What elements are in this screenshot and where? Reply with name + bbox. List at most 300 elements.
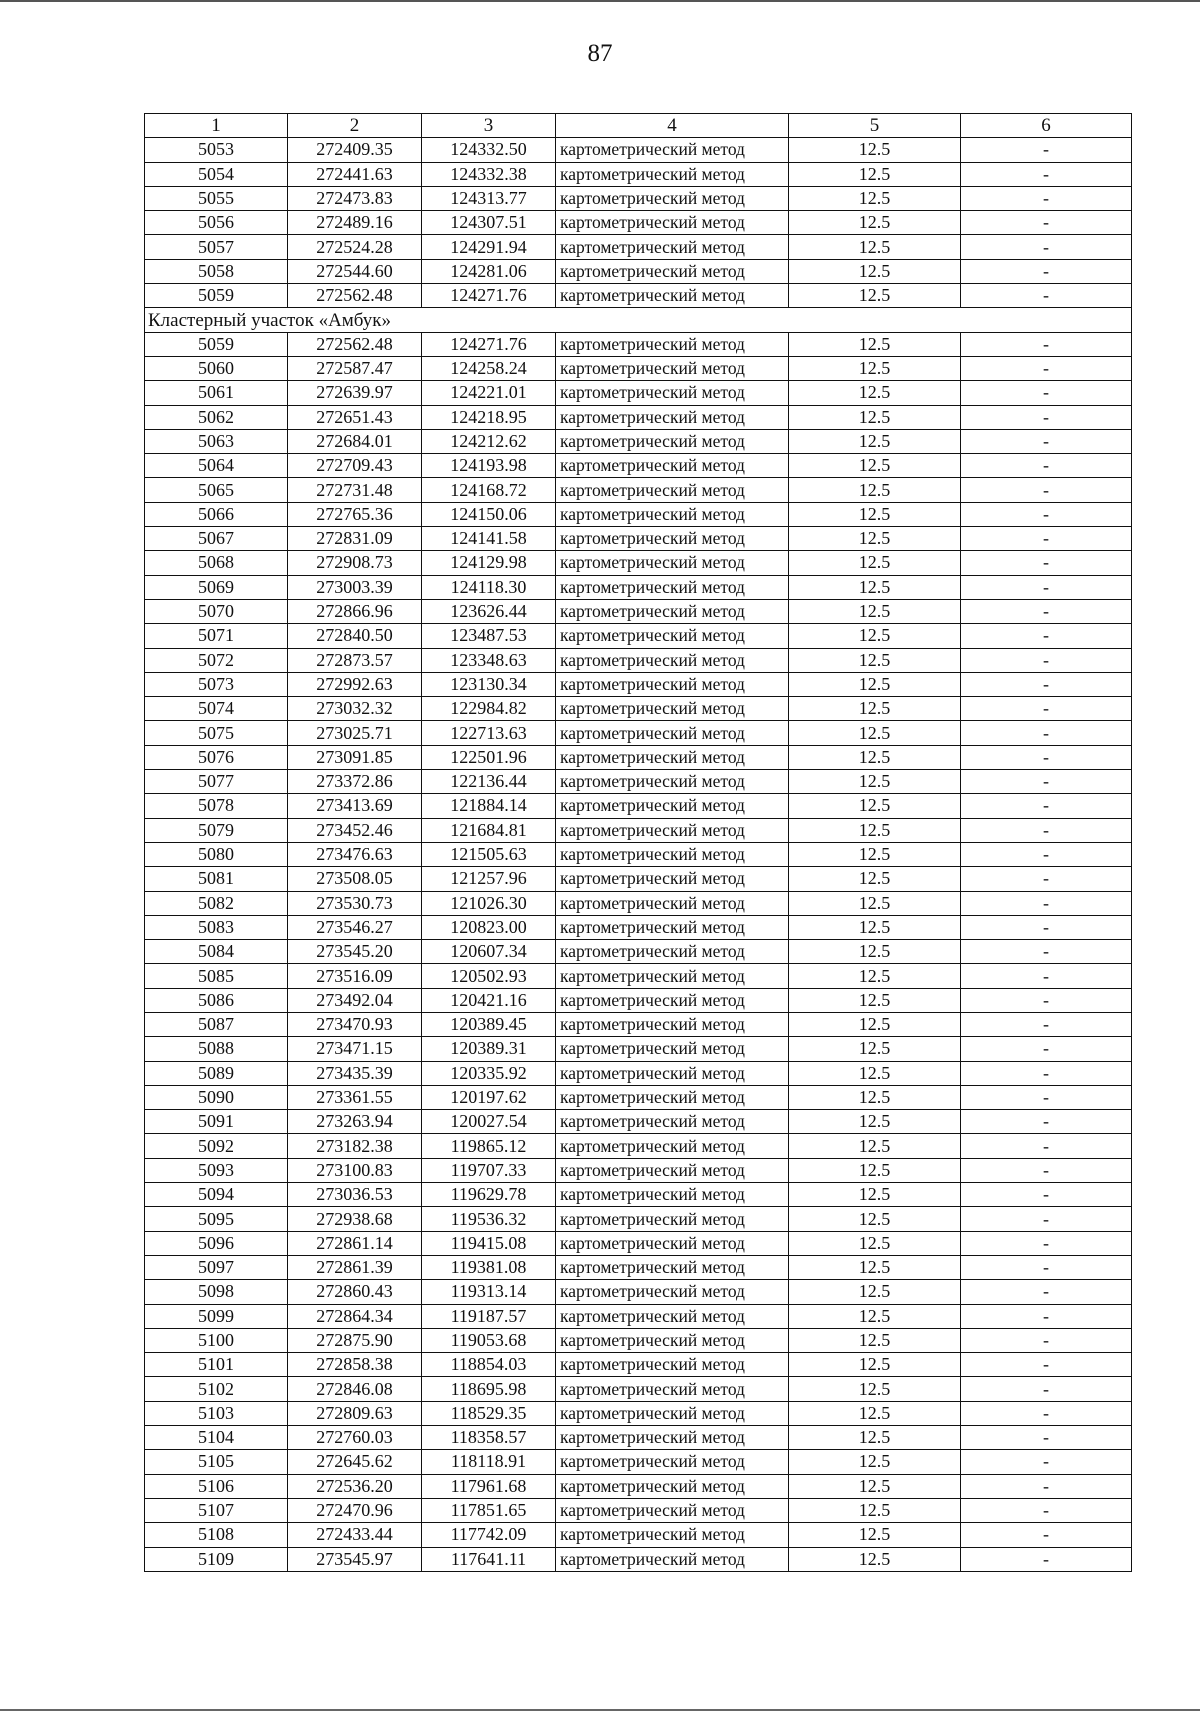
table-row xyxy=(145,551,1132,575)
y-coordinate-cell: 124118.30 xyxy=(422,575,556,599)
note-cell: - xyxy=(961,1231,1132,1255)
x-coordinate-cell: 272760.03 xyxy=(288,1426,422,1450)
y-coordinate-cell: 121505.63 xyxy=(422,842,556,866)
point-number-cell: 5071 xyxy=(145,624,288,648)
method-cell: картометрический метод xyxy=(556,1061,789,1085)
point-number-cell: 5065 xyxy=(145,478,288,502)
y-coordinate-cell: 124332.38 xyxy=(422,162,556,186)
y-coordinate-cell: 122501.96 xyxy=(422,745,556,769)
accuracy-cell: 12.5 xyxy=(789,575,961,599)
table-row xyxy=(145,770,1132,794)
point-number-cell: 5055 xyxy=(145,186,288,210)
y-coordinate-cell: 123130.34 xyxy=(422,672,556,696)
y-coordinate-cell: 118854.03 xyxy=(422,1353,556,1377)
accuracy-cell: 12.5 xyxy=(789,429,961,453)
accuracy-cell: 12.5 xyxy=(789,697,961,721)
accuracy-cell: 12.5 xyxy=(789,162,961,186)
note-cell: - xyxy=(961,867,1132,891)
table-row xyxy=(145,1353,1132,1377)
note-cell: - xyxy=(961,988,1132,1012)
x-coordinate-cell: 272562.48 xyxy=(288,284,422,308)
point-number-cell: 5068 xyxy=(145,551,288,575)
accuracy-cell: 12.5 xyxy=(789,599,961,623)
table-row xyxy=(145,162,1132,186)
accuracy-cell: 12.5 xyxy=(789,842,961,866)
header-cell: 2 xyxy=(288,114,422,138)
table-row xyxy=(145,1523,1132,1547)
method-cell: картометрический метод xyxy=(556,770,789,794)
y-coordinate-cell: 124281.06 xyxy=(422,259,556,283)
section-row xyxy=(145,308,1132,332)
method-cell: картометрический метод xyxy=(556,697,789,721)
x-coordinate-cell: 273545.97 xyxy=(288,1547,422,1571)
y-coordinate-cell: 122136.44 xyxy=(422,770,556,794)
table-row xyxy=(145,259,1132,283)
note-cell: - xyxy=(961,259,1132,283)
table-row xyxy=(145,575,1132,599)
accuracy-cell: 12.5 xyxy=(789,891,961,915)
y-coordinate-cell: 124271.76 xyxy=(422,284,556,308)
y-coordinate-cell: 119865.12 xyxy=(422,1134,556,1158)
point-number-cell: 5096 xyxy=(145,1231,288,1255)
y-coordinate-cell: 120197.62 xyxy=(422,1085,556,1109)
x-coordinate-cell: 273476.63 xyxy=(288,842,422,866)
point-number-cell: 5074 xyxy=(145,697,288,721)
method-cell: картометрический метод xyxy=(556,1183,789,1207)
x-coordinate-cell: 272562.48 xyxy=(288,332,422,356)
method-cell: картометрический метод xyxy=(556,1498,789,1522)
y-coordinate-cell: 120421.16 xyxy=(422,988,556,1012)
method-cell: картометрический метод xyxy=(556,1158,789,1182)
note-cell: - xyxy=(961,915,1132,939)
x-coordinate-cell: 272866.96 xyxy=(288,599,422,623)
accuracy-cell: 12.5 xyxy=(789,1134,961,1158)
table-row xyxy=(145,138,1132,162)
method-cell: картометрический метод xyxy=(556,1426,789,1450)
note-cell: - xyxy=(961,697,1132,721)
method-cell: картометрический метод xyxy=(556,1134,789,1158)
point-number-cell: 5094 xyxy=(145,1183,288,1207)
y-coordinate-cell: 120607.34 xyxy=(422,940,556,964)
note-cell: - xyxy=(961,429,1132,453)
table-row xyxy=(145,1401,1132,1425)
accuracy-cell: 12.5 xyxy=(789,1061,961,1085)
x-coordinate-cell: 272908.73 xyxy=(288,551,422,575)
note-cell: - xyxy=(961,1183,1132,1207)
accuracy-cell: 12.5 xyxy=(789,1426,961,1450)
y-coordinate-cell: 119536.32 xyxy=(422,1207,556,1231)
point-number-cell: 5056 xyxy=(145,211,288,235)
accuracy-cell: 12.5 xyxy=(789,1255,961,1279)
method-cell: картометрический метод xyxy=(556,259,789,283)
point-number-cell: 5069 xyxy=(145,575,288,599)
method-cell: картометрический метод xyxy=(556,745,789,769)
table-row xyxy=(145,842,1132,866)
method-cell: картометрический метод xyxy=(556,964,789,988)
x-coordinate-cell: 273372.86 xyxy=(288,770,422,794)
point-number-cell: 5058 xyxy=(145,259,288,283)
method-cell: картометрический метод xyxy=(556,1523,789,1547)
scan-bottom-edge xyxy=(0,1709,1200,1711)
table-row xyxy=(145,1426,1132,1450)
accuracy-cell: 12.5 xyxy=(789,1207,961,1231)
method-cell: картометрический метод xyxy=(556,1207,789,1231)
x-coordinate-cell: 272684.01 xyxy=(288,429,422,453)
method-cell: картометрический метод xyxy=(556,940,789,964)
x-coordinate-cell: 272731.48 xyxy=(288,478,422,502)
table-row xyxy=(145,527,1132,551)
method-cell: картометрический метод xyxy=(556,405,789,429)
method-cell: картометрический метод xyxy=(556,1353,789,1377)
y-coordinate-cell: 123348.63 xyxy=(422,648,556,672)
x-coordinate-cell: 273516.09 xyxy=(288,964,422,988)
x-coordinate-cell: 272536.20 xyxy=(288,1474,422,1498)
table-row xyxy=(145,599,1132,623)
point-number-cell: 5097 xyxy=(145,1255,288,1279)
accuracy-cell: 12.5 xyxy=(789,1401,961,1425)
y-coordinate-cell: 123626.44 xyxy=(422,599,556,623)
note-cell: - xyxy=(961,211,1132,235)
accuracy-cell: 12.5 xyxy=(789,1158,961,1182)
table-row xyxy=(145,697,1132,721)
x-coordinate-cell: 273100.83 xyxy=(288,1158,422,1182)
accuracy-cell: 12.5 xyxy=(789,988,961,1012)
y-coordinate-cell: 119187.57 xyxy=(422,1304,556,1328)
table-row xyxy=(145,186,1132,210)
method-cell: картометрический метод xyxy=(556,624,789,648)
method-cell: картометрический метод xyxy=(556,332,789,356)
note-cell: - xyxy=(961,1061,1132,1085)
method-cell: картометрический метод xyxy=(556,721,789,745)
accuracy-cell: 12.5 xyxy=(789,138,961,162)
x-coordinate-cell: 272875.90 xyxy=(288,1328,422,1352)
x-coordinate-cell: 272473.83 xyxy=(288,186,422,210)
table-row xyxy=(145,502,1132,526)
method-cell: картометрический метод xyxy=(556,1037,789,1061)
y-coordinate-cell: 123487.53 xyxy=(422,624,556,648)
point-number-cell: 5059 xyxy=(145,332,288,356)
x-coordinate-cell: 273508.05 xyxy=(288,867,422,891)
note-cell: - xyxy=(961,964,1132,988)
method-cell: картометрический метод xyxy=(556,235,789,259)
x-coordinate-cell: 272639.97 xyxy=(288,381,422,405)
accuracy-cell: 12.5 xyxy=(789,1353,961,1377)
point-number-cell: 5098 xyxy=(145,1280,288,1304)
y-coordinate-cell: 119415.08 xyxy=(422,1231,556,1255)
table-row xyxy=(145,405,1132,429)
x-coordinate-cell: 272409.35 xyxy=(288,138,422,162)
accuracy-cell: 12.5 xyxy=(789,356,961,380)
coordinates-table xyxy=(144,113,1132,1572)
accuracy-cell: 12.5 xyxy=(789,259,961,283)
note-cell: - xyxy=(961,624,1132,648)
method-cell: картометрический метод xyxy=(556,1231,789,1255)
method-cell: картометрический метод xyxy=(556,1377,789,1401)
accuracy-cell: 12.5 xyxy=(789,1280,961,1304)
x-coordinate-cell: 272651.43 xyxy=(288,405,422,429)
note-cell: - xyxy=(961,1134,1132,1158)
table-row xyxy=(145,1498,1132,1522)
accuracy-cell: 12.5 xyxy=(789,867,961,891)
note-cell: - xyxy=(961,1353,1132,1377)
note-cell: - xyxy=(961,381,1132,405)
accuracy-cell: 12.5 xyxy=(789,235,961,259)
y-coordinate-cell: 124212.62 xyxy=(422,429,556,453)
x-coordinate-cell: 273413.69 xyxy=(288,794,422,818)
table-row xyxy=(145,1377,1132,1401)
note-cell: - xyxy=(961,842,1132,866)
table-row xyxy=(145,1547,1132,1571)
method-cell: картометрический метод xyxy=(556,186,789,210)
note-cell: - xyxy=(961,1450,1132,1474)
point-number-cell: 5103 xyxy=(145,1401,288,1425)
point-number-cell: 5075 xyxy=(145,721,288,745)
note-cell: - xyxy=(961,332,1132,356)
accuracy-cell: 12.5 xyxy=(789,745,961,769)
method-cell: картометрический метод xyxy=(556,648,789,672)
table-row xyxy=(145,1134,1132,1158)
x-coordinate-cell: 273263.94 xyxy=(288,1110,422,1134)
note-cell: - xyxy=(961,502,1132,526)
x-coordinate-cell: 272524.28 xyxy=(288,235,422,259)
point-number-cell: 5053 xyxy=(145,138,288,162)
accuracy-cell: 12.5 xyxy=(789,1012,961,1036)
table-row xyxy=(145,1450,1132,1474)
point-number-cell: 5084 xyxy=(145,940,288,964)
note-cell: - xyxy=(961,356,1132,380)
point-number-cell: 5090 xyxy=(145,1085,288,1109)
note-cell: - xyxy=(961,1110,1132,1134)
method-cell: картометрический метод xyxy=(556,1304,789,1328)
y-coordinate-cell: 124129.98 xyxy=(422,551,556,575)
table-row xyxy=(145,794,1132,818)
note-cell: - xyxy=(961,186,1132,210)
method-cell: картометрический метод xyxy=(556,1547,789,1571)
accuracy-cell: 12.5 xyxy=(789,454,961,478)
point-number-cell: 5091 xyxy=(145,1110,288,1134)
accuracy-cell: 12.5 xyxy=(789,186,961,210)
note-cell: - xyxy=(961,1085,1132,1109)
header-cell: 4 xyxy=(556,114,789,138)
method-cell: картометрический метод xyxy=(556,162,789,186)
note-cell: - xyxy=(961,1328,1132,1352)
point-number-cell: 5101 xyxy=(145,1353,288,1377)
method-cell: картометрический метод xyxy=(556,502,789,526)
method-cell: картометрический метод xyxy=(556,1450,789,1474)
point-number-cell: 5093 xyxy=(145,1158,288,1182)
note-cell: - xyxy=(961,1547,1132,1571)
header-cell: 6 xyxy=(961,114,1132,138)
method-cell: картометрический метод xyxy=(556,818,789,842)
accuracy-cell: 12.5 xyxy=(789,770,961,794)
point-number-cell: 5102 xyxy=(145,1377,288,1401)
method-cell: картометрический метод xyxy=(556,599,789,623)
table-row xyxy=(145,1085,1132,1109)
y-coordinate-cell: 118118.91 xyxy=(422,1450,556,1474)
note-cell: - xyxy=(961,1523,1132,1547)
x-coordinate-cell: 273471.15 xyxy=(288,1037,422,1061)
table-row xyxy=(145,891,1132,915)
accuracy-cell: 12.5 xyxy=(789,672,961,696)
point-number-cell: 5095 xyxy=(145,1207,288,1231)
y-coordinate-cell: 117961.68 xyxy=(422,1474,556,1498)
note-cell: - xyxy=(961,648,1132,672)
y-coordinate-cell: 124271.76 xyxy=(422,332,556,356)
point-number-cell: 5078 xyxy=(145,794,288,818)
point-number-cell: 5079 xyxy=(145,818,288,842)
table-row xyxy=(145,1255,1132,1279)
table-row xyxy=(145,381,1132,405)
method-cell: картометрический метод xyxy=(556,454,789,478)
note-cell: - xyxy=(961,721,1132,745)
table-body xyxy=(145,114,1132,1572)
point-number-cell: 5108 xyxy=(145,1523,288,1547)
x-coordinate-cell: 273361.55 xyxy=(288,1085,422,1109)
x-coordinate-cell: 273530.73 xyxy=(288,891,422,915)
point-number-cell: 5067 xyxy=(145,527,288,551)
x-coordinate-cell: 272861.39 xyxy=(288,1255,422,1279)
x-coordinate-cell: 273545.20 xyxy=(288,940,422,964)
y-coordinate-cell: 119053.68 xyxy=(422,1328,556,1352)
y-coordinate-cell: 124150.06 xyxy=(422,502,556,526)
point-number-cell: 5077 xyxy=(145,770,288,794)
note-cell: - xyxy=(961,138,1132,162)
point-number-cell: 5066 xyxy=(145,502,288,526)
note-cell: - xyxy=(961,454,1132,478)
point-number-cell: 5061 xyxy=(145,381,288,405)
table-row xyxy=(145,915,1132,939)
point-number-cell: 5059 xyxy=(145,284,288,308)
method-cell: картометрический метод xyxy=(556,575,789,599)
x-coordinate-cell: 272873.57 xyxy=(288,648,422,672)
accuracy-cell: 12.5 xyxy=(789,1523,961,1547)
accuracy-cell: 12.5 xyxy=(789,502,961,526)
point-number-cell: 5107 xyxy=(145,1498,288,1522)
method-cell: картометрический метод xyxy=(556,381,789,405)
table-row xyxy=(145,988,1132,1012)
accuracy-cell: 12.5 xyxy=(789,1328,961,1352)
method-cell: картометрический метод xyxy=(556,842,789,866)
x-coordinate-cell: 272765.36 xyxy=(288,502,422,526)
method-cell: картометрический метод xyxy=(556,988,789,1012)
x-coordinate-cell: 273182.38 xyxy=(288,1134,422,1158)
note-cell: - xyxy=(961,1377,1132,1401)
header-cell: 5 xyxy=(789,114,961,138)
method-cell: картометрический метод xyxy=(556,138,789,162)
accuracy-cell: 12.5 xyxy=(789,1085,961,1109)
y-coordinate-cell: 124168.72 xyxy=(422,478,556,502)
y-coordinate-cell: 120027.54 xyxy=(422,1110,556,1134)
point-number-cell: 5060 xyxy=(145,356,288,380)
x-coordinate-cell: 272860.43 xyxy=(288,1280,422,1304)
method-cell: картометрический метод xyxy=(556,867,789,891)
method-cell: картометрический метод xyxy=(556,356,789,380)
point-number-cell: 5072 xyxy=(145,648,288,672)
point-number-cell: 5105 xyxy=(145,1450,288,1474)
accuracy-cell: 12.5 xyxy=(789,478,961,502)
note-cell: - xyxy=(961,527,1132,551)
point-number-cell: 5104 xyxy=(145,1426,288,1450)
y-coordinate-cell: 124218.95 xyxy=(422,405,556,429)
table-row xyxy=(145,1280,1132,1304)
x-coordinate-cell: 273546.27 xyxy=(288,915,422,939)
accuracy-cell: 12.5 xyxy=(789,1474,961,1498)
table-row xyxy=(145,964,1132,988)
accuracy-cell: 12.5 xyxy=(789,332,961,356)
point-number-cell: 5057 xyxy=(145,235,288,259)
note-cell: - xyxy=(961,794,1132,818)
y-coordinate-cell: 124141.58 xyxy=(422,527,556,551)
method-cell: картометрический метод xyxy=(556,211,789,235)
method-cell: картометрический метод xyxy=(556,1085,789,1109)
note-cell: - xyxy=(961,162,1132,186)
x-coordinate-cell: 272938.68 xyxy=(288,1207,422,1231)
y-coordinate-cell: 121257.96 xyxy=(422,867,556,891)
accuracy-cell: 12.5 xyxy=(789,405,961,429)
y-coordinate-cell: 118529.35 xyxy=(422,1401,556,1425)
y-coordinate-cell: 120389.31 xyxy=(422,1037,556,1061)
accuracy-cell: 12.5 xyxy=(789,648,961,672)
point-number-cell: 5076 xyxy=(145,745,288,769)
y-coordinate-cell: 122713.63 xyxy=(422,721,556,745)
note-cell: - xyxy=(961,1012,1132,1036)
table-row xyxy=(145,1183,1132,1207)
y-coordinate-cell: 120823.00 xyxy=(422,915,556,939)
note-cell: - xyxy=(961,745,1132,769)
table-row xyxy=(145,1328,1132,1352)
method-cell: картометрический метод xyxy=(556,1328,789,1352)
section-title: Кластерный участок «Амбук» xyxy=(145,308,1132,332)
table-row xyxy=(145,1158,1132,1182)
table-row xyxy=(145,356,1132,380)
accuracy-cell: 12.5 xyxy=(789,818,961,842)
y-coordinate-cell: 124291.94 xyxy=(422,235,556,259)
method-cell: картометрический метод xyxy=(556,551,789,575)
y-coordinate-cell: 118695.98 xyxy=(422,1377,556,1401)
method-cell: картометрический метод xyxy=(556,1401,789,1425)
note-cell: - xyxy=(961,818,1132,842)
note-cell: - xyxy=(961,1304,1132,1328)
method-cell: картометрический метод xyxy=(556,1110,789,1134)
y-coordinate-cell: 124258.24 xyxy=(422,356,556,380)
table-row xyxy=(145,745,1132,769)
accuracy-cell: 12.5 xyxy=(789,1037,961,1061)
method-cell: картометрический метод xyxy=(556,429,789,453)
y-coordinate-cell: 121684.81 xyxy=(422,818,556,842)
y-coordinate-cell: 119381.08 xyxy=(422,1255,556,1279)
accuracy-cell: 12.5 xyxy=(789,1110,961,1134)
x-coordinate-cell: 272441.63 xyxy=(288,162,422,186)
accuracy-cell: 12.5 xyxy=(789,794,961,818)
note-cell: - xyxy=(961,940,1132,964)
method-cell: картометрический метод xyxy=(556,478,789,502)
method-cell: картометрический метод xyxy=(556,1255,789,1279)
x-coordinate-cell: 272433.44 xyxy=(288,1523,422,1547)
table-row xyxy=(145,867,1132,891)
header-cell: 3 xyxy=(422,114,556,138)
x-coordinate-cell: 272861.14 xyxy=(288,1231,422,1255)
point-number-cell: 5085 xyxy=(145,964,288,988)
method-cell: картометрический метод xyxy=(556,1280,789,1304)
accuracy-cell: 12.5 xyxy=(789,284,961,308)
scan-top-edge xyxy=(0,0,1200,2)
x-coordinate-cell: 273492.04 xyxy=(288,988,422,1012)
method-cell: картометрический метод xyxy=(556,1012,789,1036)
header-cell: 1 xyxy=(145,114,288,138)
table-row xyxy=(145,478,1132,502)
y-coordinate-cell: 118358.57 xyxy=(422,1426,556,1450)
point-number-cell: 5106 xyxy=(145,1474,288,1498)
